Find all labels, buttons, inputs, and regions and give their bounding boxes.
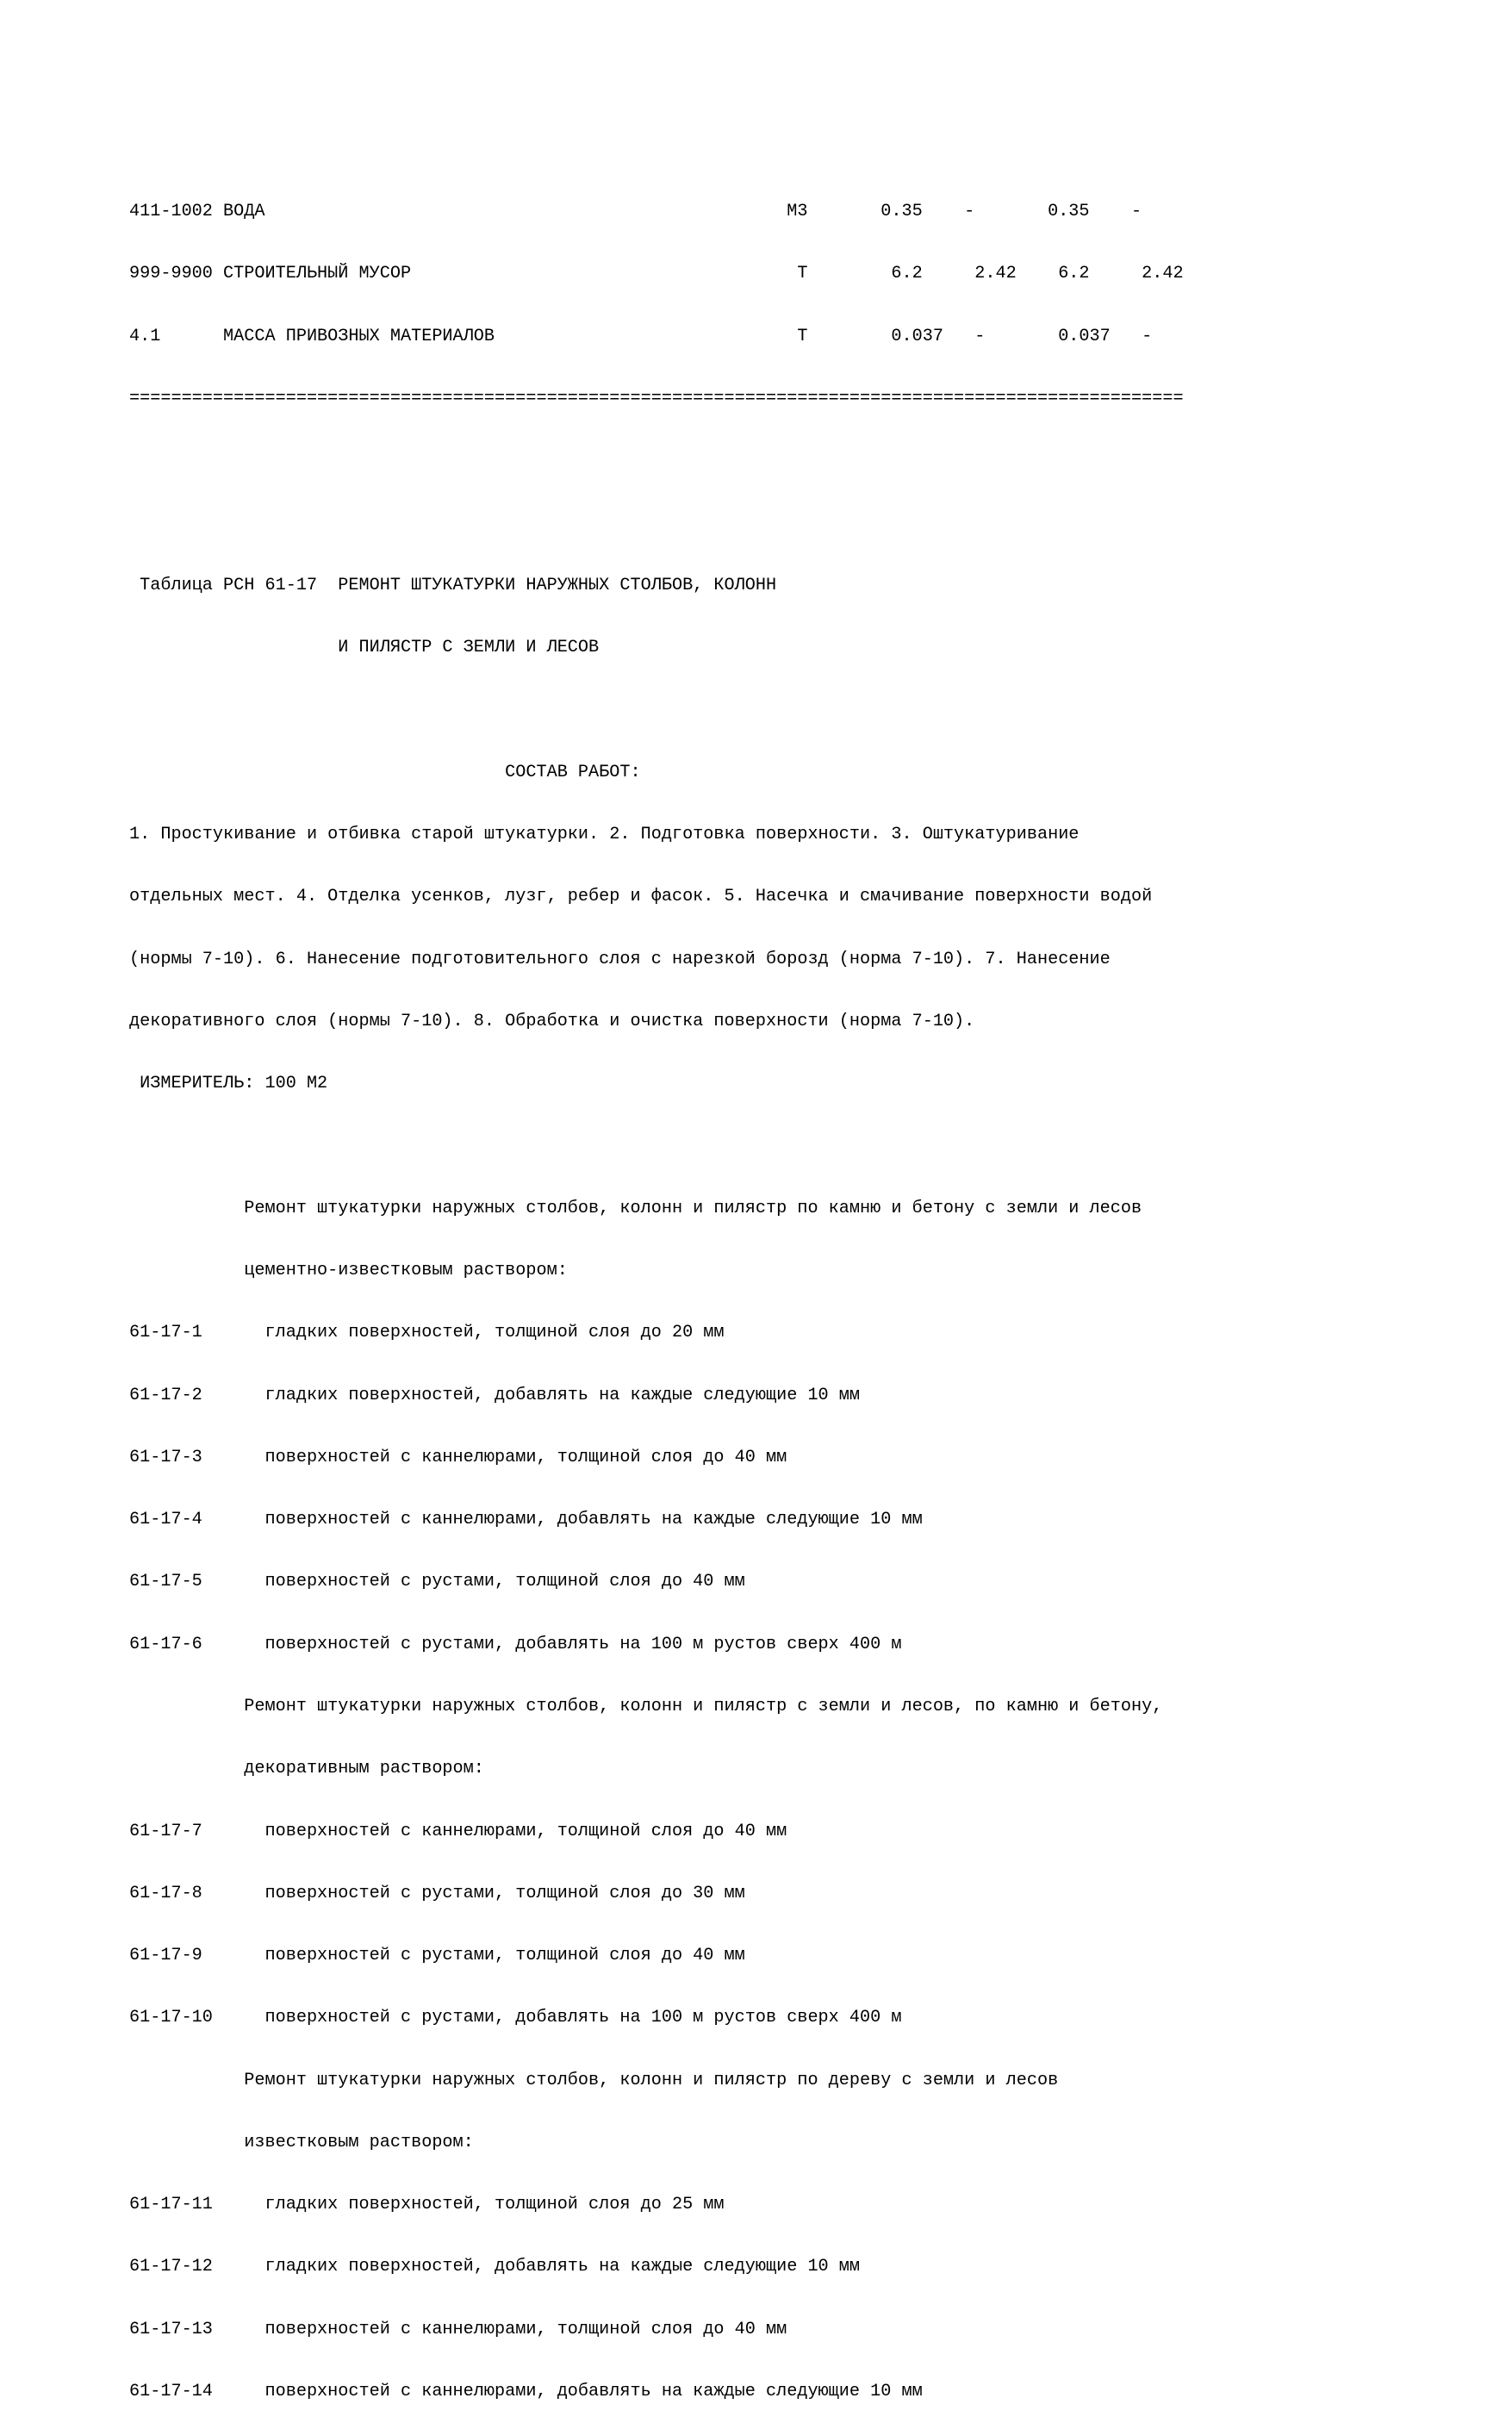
norm-group-heading: цементно-известковым раствором:: [129, 1260, 568, 1280]
norm-row: 61-17-14 поверхностей с каннелюрами, добавлять на каждые следующие 10 мм: [129, 2382, 923, 2402]
norm-group-heading: известковым раствором:: [129, 2132, 474, 2152]
composition-line: (нормы 7-10). 6. Нанесение подготовительного слоя с нарезкой борозд (норма 7-10). 7. Нанесение: [129, 949, 1111, 969]
norm-row: 61-17-9 поверхностей с рустами, толщиной слоя до 40 мм: [129, 1946, 745, 1966]
norm-row: 61-17-12 гладких поверхностей, добавлять на каждые следующие 10 мм: [129, 2257, 861, 2277]
blank-line: [129, 1136, 1184, 1156]
norm-group-heading: декоративным раствором:: [129, 1759, 484, 1779]
blank-line: [129, 451, 1184, 471]
norm-row: 61-17-6 поверхностей с рустами, добавлять на 100 м рустов сверх 400 м: [129, 1634, 902, 1654]
norm-row: 61-17-3 поверхностей с каннелюрами, толщиной слоя до 40 мм: [129, 1447, 787, 1467]
materials-row-debris: 999-9900 СТРОИТЕЛЬНЫЙ МУСОР Т 6.2 2.42 6.2 2.42: [129, 264, 1184, 284]
norm-row: 61-17-10 поверхностей с рустами, добавлять на 100 м рустов сверх 400 м: [129, 2008, 902, 2028]
norm-group-heading: Ремонт штукатурки наружных столбов, колонн и пилястр с земли и лесов, по камню и бетону,: [129, 1696, 1163, 1716]
norm-row: 61-17-7 поверхностей с каннелюрами, толщиной слоя до 40 мм: [129, 1821, 787, 1841]
norm-row: 61-17-5 поверхностей с рустами, толщиной слоя до 40 мм: [129, 1572, 745, 1592]
composition-line: декоративного слоя (нормы 7-10). 8. Обработка и очистка поверхности (норма 7-10).: [129, 1011, 975, 1031]
norm-group-heading: Ремонт штукатурки наружных столбов, колонн и пилястр по дереву с земли и лесов: [129, 2070, 1059, 2090]
composition-line: 1. Простукивание и отбивка старой штукатурки. 2. Подготовка поверхности. 3. Оштукатуривание: [129, 825, 1080, 844]
blank-line: [129, 700, 1184, 720]
composition-line: отдельных мест. 4. Отделка усенков, лузг, ребер и фасок. 5. Насечка и смачивание поверхности водой: [129, 887, 1153, 907]
materials-row-water: 411-1002 ВОДА М3 0.35 - 0.35 -: [129, 202, 1142, 222]
norm-row: 61-17-8 поверхностей с рустами, толщиной слоя до 30 мм: [129, 1883, 745, 1903]
norm-row: 61-17-13 поверхностей с каннелюрами, толщиной слоя до 40 мм: [129, 2319, 787, 2339]
norm-row: 61-17-1 гладких поверхностей, толщиной слоя до 20 мм: [129, 1323, 725, 1343]
measure-unit: ИЗМЕРИТЕЛЬ: 100 М2: [129, 1074, 328, 1094]
norm-row: 61-17-4 поверхностей с каннелюрами, добавлять на каждые следующие 10 мм: [129, 1510, 923, 1530]
blank-line: [129, 514, 1184, 534]
table-title-continued: И ПИЛЯСТР С ЗЕМЛИ И ЛЕСОВ: [129, 638, 600, 658]
norm-group-heading: Ремонт штукатурки наружных столбов, колонн и пилястр по камню и бетону с земли и лесов: [129, 1198, 1142, 1218]
norm-row: 61-17-2 гладких поверхностей, добавлять на каждые следующие 10 мм: [129, 1385, 861, 1405]
table-title: Таблица РСН 61-17 РЕМОНТ ШТУКАТУРКИ НАРУЖНЫХ СТОЛБОВ, КОЛОНН: [129, 575, 777, 595]
materials-row-mass: 4.1 МАССА ПРИВОЗНЫХ МАТЕРИАЛОВ Т 0.037 - 0.037 -: [129, 326, 1153, 346]
composition-heading: СОСТАВ РАБОТ:: [129, 762, 641, 782]
document-page: [129, 160, 1184, 2423]
norm-row: 61-17-11 гладких поверхностей, толщиной слоя до 25 мм: [129, 2195, 725, 2215]
separator-line: =====================================================================================================: [129, 389, 1184, 409]
